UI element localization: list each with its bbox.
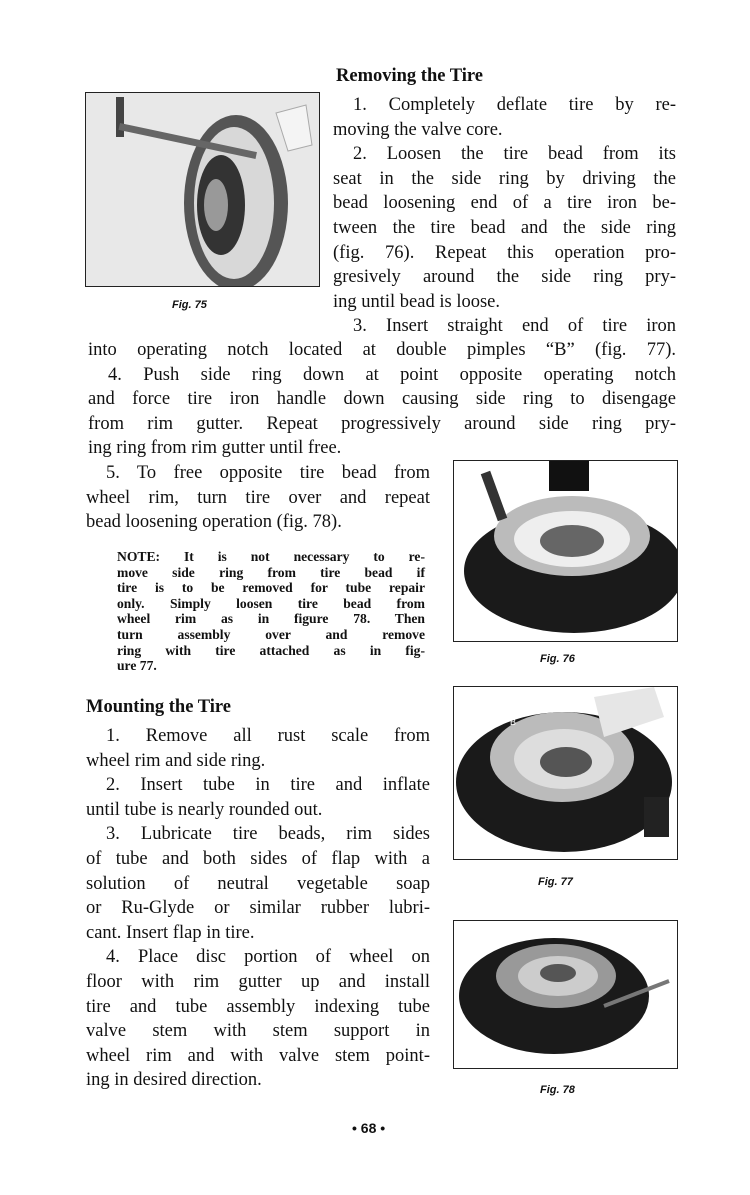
text-line: valve stem with stem support in (86, 1021, 430, 1042)
text-line: 5. To free opposite tire bead from (106, 463, 430, 483)
page-number: • 68 • (352, 1120, 386, 1136)
heading-mounting-tire: Mounting the Tire (86, 697, 231, 717)
text-line: until tube is nearly rounded out. (86, 799, 323, 820)
text-line: ing in desired direction. (86, 1070, 262, 1091)
text-line: bead loosening end of a tire iron be- (333, 193, 676, 214)
figure-78-image (453, 920, 678, 1069)
text-line: 4. Place disc portion of wheel on (106, 947, 430, 968)
figure-77-image (453, 686, 678, 860)
text-line: 4. Push side ring down at point opposite operating notch (108, 364, 676, 385)
text-line: 3. Insert straight end of tire iron (353, 316, 676, 337)
text-line: or Ru-Glyde or similar rubber lubri- (86, 898, 430, 919)
figure-77-label-b: B (510, 717, 517, 727)
text-line: wheel rim as in figure 78. Then (117, 611, 425, 627)
text-line: (fig. 76). Repeat this operation pro- (333, 242, 676, 263)
text-line: tween the tire bead and the side ring (333, 217, 676, 238)
text-line: wheel rim and with valve stem point- (86, 1045, 430, 1066)
text-line: seat in the side ring by driving the (333, 168, 676, 189)
text-line: only. Simply loosen tire bead from (117, 595, 425, 611)
text-line: moving the valve core. (333, 119, 503, 140)
wheel-rim-illustration (86, 93, 319, 286)
text-line: NOTE: It is not necessary to re- (117, 549, 425, 564)
removing-left-text (86, 461, 430, 535)
text-line: 1. Remove all rust scale from (106, 726, 430, 746)
text-line: ing ring from rim gutter until free. (88, 438, 342, 459)
text-line: floor with rim gutter up and install (86, 971, 430, 992)
removing-wide-text (88, 338, 676, 461)
figure-76-caption: Fig. 76 (540, 653, 575, 665)
text-line: 2. Loosen the tire bead from its (353, 144, 676, 165)
text-line: gresively around the side ring pry- (333, 267, 676, 288)
text-line: wheel rim, turn tire over and repeat (86, 487, 430, 508)
text-line: move side ring from tire bead if (117, 564, 425, 580)
text-line: tire and tube assembly indexing tube (86, 996, 430, 1017)
text-line: into operating notch located at double pimples “B” (fig. 77). (88, 340, 676, 360)
text-line: ring with tire attached as in fig- (117, 642, 425, 658)
figure-78-caption: Fig. 78 (540, 1084, 575, 1096)
figure-75-caption: Fig. 75 (172, 299, 207, 311)
text-line: 1. Completely deflate tire by re- (353, 95, 676, 115)
figure-76-image (453, 460, 678, 642)
text-line: 3. Lubricate tire beads, rim sides (106, 824, 430, 845)
tire-on-floor-illustration (454, 921, 677, 1068)
text-line: bead loosening operation (fig. 78). (86, 512, 342, 533)
text-line: turn assembly over and remove (117, 626, 425, 642)
heading-removing-tire: Removing the Tire (336, 66, 483, 86)
tire-illustration (454, 461, 677, 641)
tire-with-iron-illustration (454, 687, 677, 859)
text-line: ing until bead is loose. (333, 291, 500, 312)
removing-top-text (333, 93, 676, 339)
text-line: tire is to be removed for tube repair (117, 580, 425, 596)
note-text (117, 549, 425, 674)
text-line: of tube and both sides of flap with a (86, 848, 430, 869)
figure-75-image (85, 92, 320, 287)
figure-77-caption: Fig. 77 (538, 876, 573, 888)
text-line: 2. Insert tube in tire and inflate (106, 775, 430, 796)
text-line: wheel rim and side ring. (86, 750, 266, 771)
text-line: and force tire iron handle down causing side ring to disengage (88, 389, 676, 410)
text-line: from rim gutter. Repeat progressively around side ring pry- (88, 413, 676, 434)
mounting-text (86, 724, 430, 1093)
text-line: cant. Insert flap in tire. (86, 922, 255, 943)
text-line: solution of neutral vegetable soap (86, 873, 430, 894)
text-line: ure 77. (117, 658, 157, 674)
